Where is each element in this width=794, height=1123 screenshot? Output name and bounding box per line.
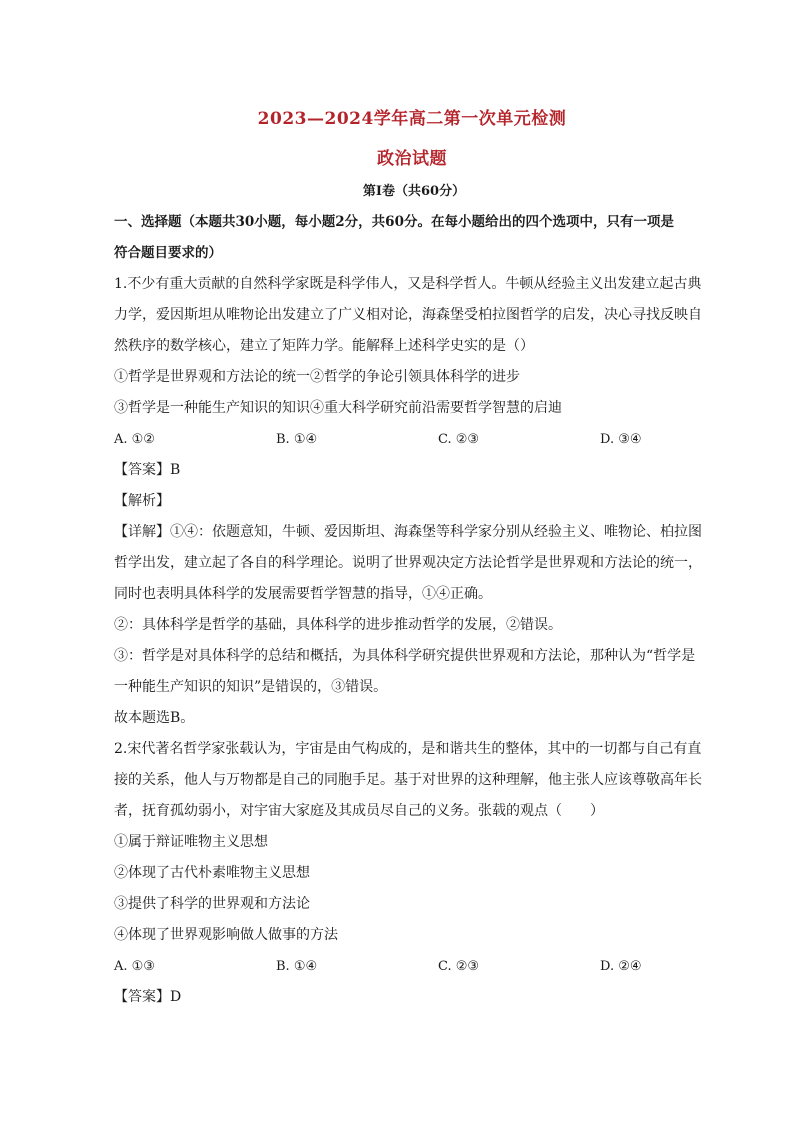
q2-statement-3: ③提供了科学的世界观和方法论 <box>114 896 310 912</box>
q2-stem-line-1: 2.宋代著名哲学家张载认为，宇宙是由气构成的，是和谐共生的整体，其中的一切都与自己有直 <box>114 741 702 757</box>
q1-stem-line-3: 然秩序的数学核心，建立了矩阵力学。能解释上述科学史实的是（） <box>114 338 534 354</box>
q1-option-d: D. ③④ <box>600 432 642 447</box>
q1-stem-line-1: 1.不少有重大贡献的自然科学家既是科学伟人，又是科学哲人。牛顿从经验主义出发建立起古典 <box>114 276 702 292</box>
q1-detail-line-4: ②：具体科学是哲学的基础，具体科学的进步推动哲学的发展，②错误。 <box>114 617 562 633</box>
q2-options <box>114 951 714 982</box>
q1-statements-line-1: ①哲学是世界观和方法论的统一②哲学的争论引领具体科学的进步 <box>114 369 520 385</box>
q1-detail-line-3: 同时也表明具体科学的发展需要哲学智慧的指导，①④正确。 <box>114 586 492 602</box>
q1-detail-line-5: ③：哲学是对具体科学的总结和概括，为具体科学研究提供世界观和方法论，那种认为“哲学是 <box>114 648 696 664</box>
section-instruction-line-1: 一、选择题（本题共30小题，每小题2分，共60分。在每小题给出的四个选项中，只有一项是 <box>114 214 674 230</box>
q1-statements-line-2: ③哲学是一种能生产知识的知识④重大科学研究前沿需要哲学智慧的启迪 <box>114 400 562 416</box>
q2-stem-line-3: 者，抚育孤幼弱小，对宇宙大家庭及其成员尽自己的义务。张载的观点（ ） <box>114 803 604 819</box>
exam-title: 2023—2024学年高二第一次单元检测 <box>257 109 567 129</box>
q2-answer: 【答案】D <box>114 989 182 1005</box>
q1-stem-line-2: 力学，爱因斯坦从唯物论出发建立了广义相对论，海森堡受柏拉图哲学的启发，决心寻找反映自 <box>114 307 702 323</box>
q2-option-b: B. ①④ <box>276 959 318 974</box>
section-instruction-line-2: 符合题目要求的） <box>114 245 222 261</box>
exam-page <box>114 98 714 1013</box>
q2-option-a: A. ①③ <box>114 959 155 974</box>
q1-analysis-label: 【解析】 <box>114 493 170 509</box>
q1-option-c: C. ②③ <box>438 432 480 447</box>
q2-option-d: D. ②④ <box>600 959 642 974</box>
question-2 <box>114 734 714 1013</box>
q1-detail-line-2: 哲学出发，建立起了各自的科学理论。说明了世界观决定方法论哲学是世界观和方法论的统一， <box>114 555 702 571</box>
question-1 <box>114 269 714 734</box>
q1-options <box>114 424 714 455</box>
q2-statement-4: ④体现了世界观影响做人做事的方法 <box>114 927 338 943</box>
q2-stem-line-2: 接的关系，他人与万物都是自己的同胞手足。基于对世界的这种理解，他主张人应该尊敬高年长 <box>114 772 702 788</box>
q1-detail-line-7: 故本题选B。 <box>114 710 195 726</box>
q2-statement-1: ①属于辩证唯物主义思想 <box>114 834 268 850</box>
q2-statement-2: ②体现了古代朴素唯物主义思想 <box>114 865 310 881</box>
q1-option-b: B. ①④ <box>276 432 318 447</box>
exam-subtitle: 政治试题 <box>377 149 447 169</box>
q1-option-a: A. ①② <box>114 432 155 447</box>
q1-detail-line-1: 【详解】①④：依题意知，牛顿、爱因斯坦、海森堡等科学家分别从经验主义、唯物论、柏拉图 <box>114 524 702 540</box>
q1-detail-line-6: 一种能生产知识的知识”是错误的，③错误。 <box>114 679 388 695</box>
part-heading: 第I卷（共60分） <box>362 184 466 199</box>
q1-answer: 【答案】B <box>114 462 181 478</box>
q2-option-c: C. ②③ <box>438 959 480 974</box>
